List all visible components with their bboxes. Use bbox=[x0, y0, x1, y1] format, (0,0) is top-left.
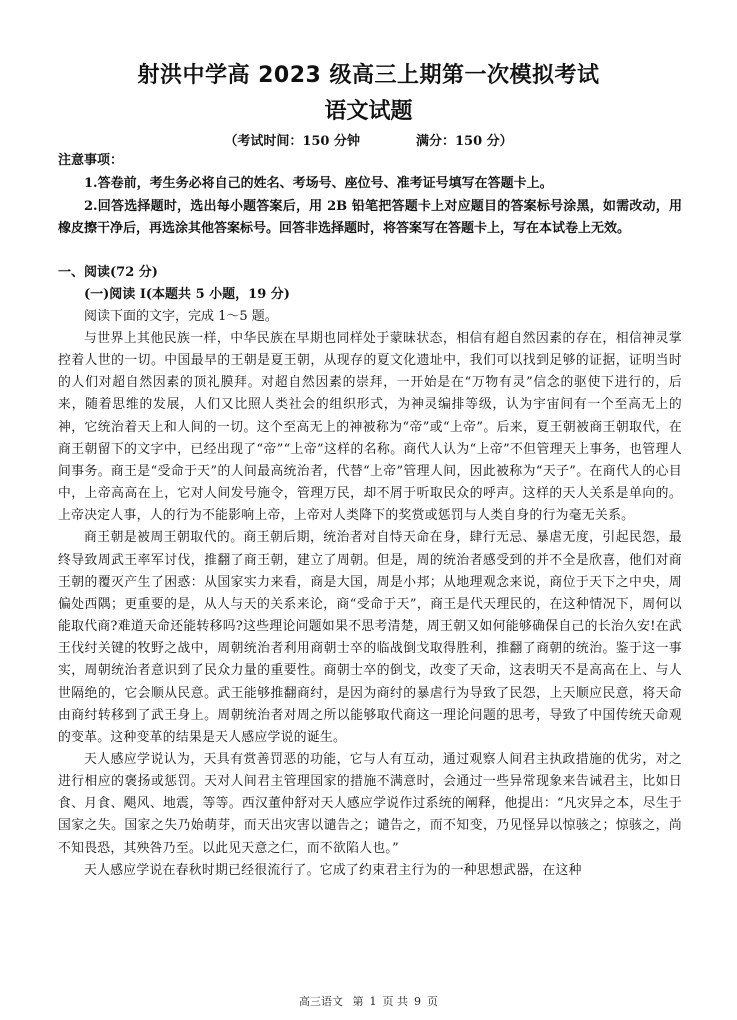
notice-item-2: 2.回答选择题时，选出每小题答案后，用 2B 铅笔把答题卡上对应题目的答案标号涂黑，如需改动，用橡皮擦干净后，再选涂其他答案标号。回答非选择题时，将答案写在答题卡上，写在本试卷上无效。 bbox=[58, 199, 682, 237]
footer-page-prefix: 第 bbox=[352, 995, 364, 1008]
exam-time: （考试时间：150 分钟 bbox=[224, 134, 360, 149]
exam-title: 射洪中学高 2023 级高三上期第一次模拟考试 bbox=[137, 63, 600, 88]
footer-subject: 高三语文 bbox=[299, 995, 343, 1008]
footer-page-suffix: 页 bbox=[427, 995, 438, 1008]
reading-instruction: 阅读下面的文字，完成 1～5 题。 bbox=[84, 309, 278, 324]
passage-paragraph-4: 天人感应学说在春秋时期已经很流行了。它成了约束君主行为的一种思想武器，在这种 bbox=[84, 862, 582, 878]
sub-section-title: (一)阅读 I(本题共 5 小题，19 分) bbox=[84, 287, 290, 302]
passage-paragraph-2: 商王朝是被周王朝取代的。商王朝后期，统治者对自恃天命在身，肆行无忌、暴虐无度，引起民怨，最终导致周武王率军讨伐，推翻了商王朝，建立了周朝。但是，周的统治者感受到的并不全是欣喜，他们对商王朝的覆灭产生了困惑：从国家实力来看，商是大国，周是小邦；从地理观念来说，商位于天下之中央，周偏处西隅；更重要的是，从人与天的关系来论，商“受命于天”，商王是代天理民的，在这种情况下，周何以能取代商?难道天命还能转移吗?这些理论问题如果不思考清楚，周王朝又如何能够确保自己的长治久安!在武王伐纣关键的牧野之战中，周朝统治者利用商朝士卒的临战倒戈取得胜利，推翻了商朝的统治。鉴于这一事实，周朝统治者意识到了民众力量的重要性。商朝士卒的倒戈，改变了天命，这表明天不是高高在上、与人世隔绝的，它会顺从民意。武王能够推翻商纣，是因为商纣的暴虐行为导致了民怨，上天顺应民意，将天命由商纣转移到了武王身上。周朝统治者对周之所以能够取代商这一理论问题的思考，导致了中国传统天命观的变革。这种变革的结果是天人感应学说的诞生。 bbox=[58, 530, 682, 745]
passage-paragraph-3: 天人感应学说认为，天具有赏善罚恶的功能，它与人有互动，通过观察人间君主执政措施的优劣，对之进行相应的褒扬或惩罚。天对人间君主管理国家的措施不满意时，会通过一些异常现象来告诫君主，比如日食、月食、飓风、地震，等等。西汉董仲舒对天人感应学说作过系统的阐释，他提出：“凡灾异之本，尽生于国家之失。国家之失乃始萌芽，而天出灾害以谴告之；谴告之，而不知变，乃见怪异以惊骇之；惊骇之，尚不知畏恐，其殃咎乃至。以此见天意之仁，而不欲陷人也。” bbox=[58, 751, 682, 856]
section-title: 一、阅读(72 分) bbox=[58, 265, 158, 280]
exam-meta bbox=[0, 130, 737, 149]
passage-paragraph-1: 与世界上其他民族一样，中华民族在早期也同样处于蒙昧状态，相信有超自然因素的存在，相信神灵掌控着人世的一切。中国最早的王朝是夏王朝，从现存的夏文化遗址中，我们可以找到足够的证据，证明当时的人们对超自然因素的顶礼膜拜。对超自然因素的崇拜，一开始是在“万物有灵”信念的驱使下进行的，后来，随着思维的发展，人们又比照人类社会的组织形式，为神灵编排等级，认为宇宙间有一个至高无上的神，它统治着天上和人间的一切。这个至高无上的神被称为“帝”或“上帝”。后来，夏王朝被商王朝取代，在商王朝留下的文字中，已经出现了“帝”“上帝”这样的名称。商代人认为“上帝”不但管理天上事务，也管理人间事务。商王是“受命于天”的人间最高统治者，代替“上帝”管理人间，因此被称为“天子”。在商代人的心目中，上帝高高在上，它对人间发号施令，管理万民，却不屑于听取民众的呼声。这样的天人关系是单向的。上帝决定人事，人的行为不能影响上帝，上帝对人类降下的奖赏或惩罚与人类自身的行为毫无关系。 bbox=[58, 331, 682, 524]
notice-item-1: 1.答卷前，考生务必将自己的姓名、考场号、座位号、准考证号填写在答题卡上。 bbox=[84, 176, 553, 191]
exam-subtitle: 语文试题 bbox=[324, 99, 413, 124]
reading-passage bbox=[58, 328, 682, 882]
footer-page-total: 9 bbox=[414, 995, 421, 1008]
footer-page-mid: 页 共 bbox=[382, 995, 408, 1008]
full-score: 满分：150 分） bbox=[416, 134, 513, 149]
notice-heading: 注意事项： bbox=[58, 153, 124, 168]
page-footer bbox=[0, 993, 737, 1009]
footer-page-number: 1 bbox=[369, 995, 377, 1008]
